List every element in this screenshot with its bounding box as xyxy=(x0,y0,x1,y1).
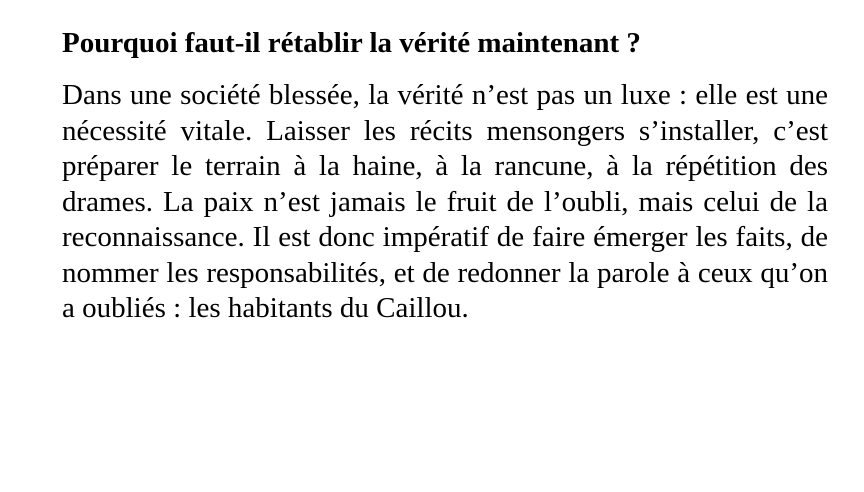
document-body xyxy=(62,22,828,327)
section-heading: Pourquoi faut-il rétablir la vérité maintenant ? xyxy=(62,27,641,59)
body-paragraph: Dans une société blessée, la vérité n’est pas un luxe : elle est une nécessité vitale. Laisser les récits mensongers s’installer, c’est préparer le terrain à la haine, à la rancune, à la répétition des drames. La paix n’est jamais le fruit de l’oubli, mais celui de la reconnaissance. Il est donc impératif de faire émerger les faits, de nommer les responsabilités, et de redonner la parole à ceux qu’on a oubliés : les habitants du Caillou. xyxy=(62,79,828,324)
